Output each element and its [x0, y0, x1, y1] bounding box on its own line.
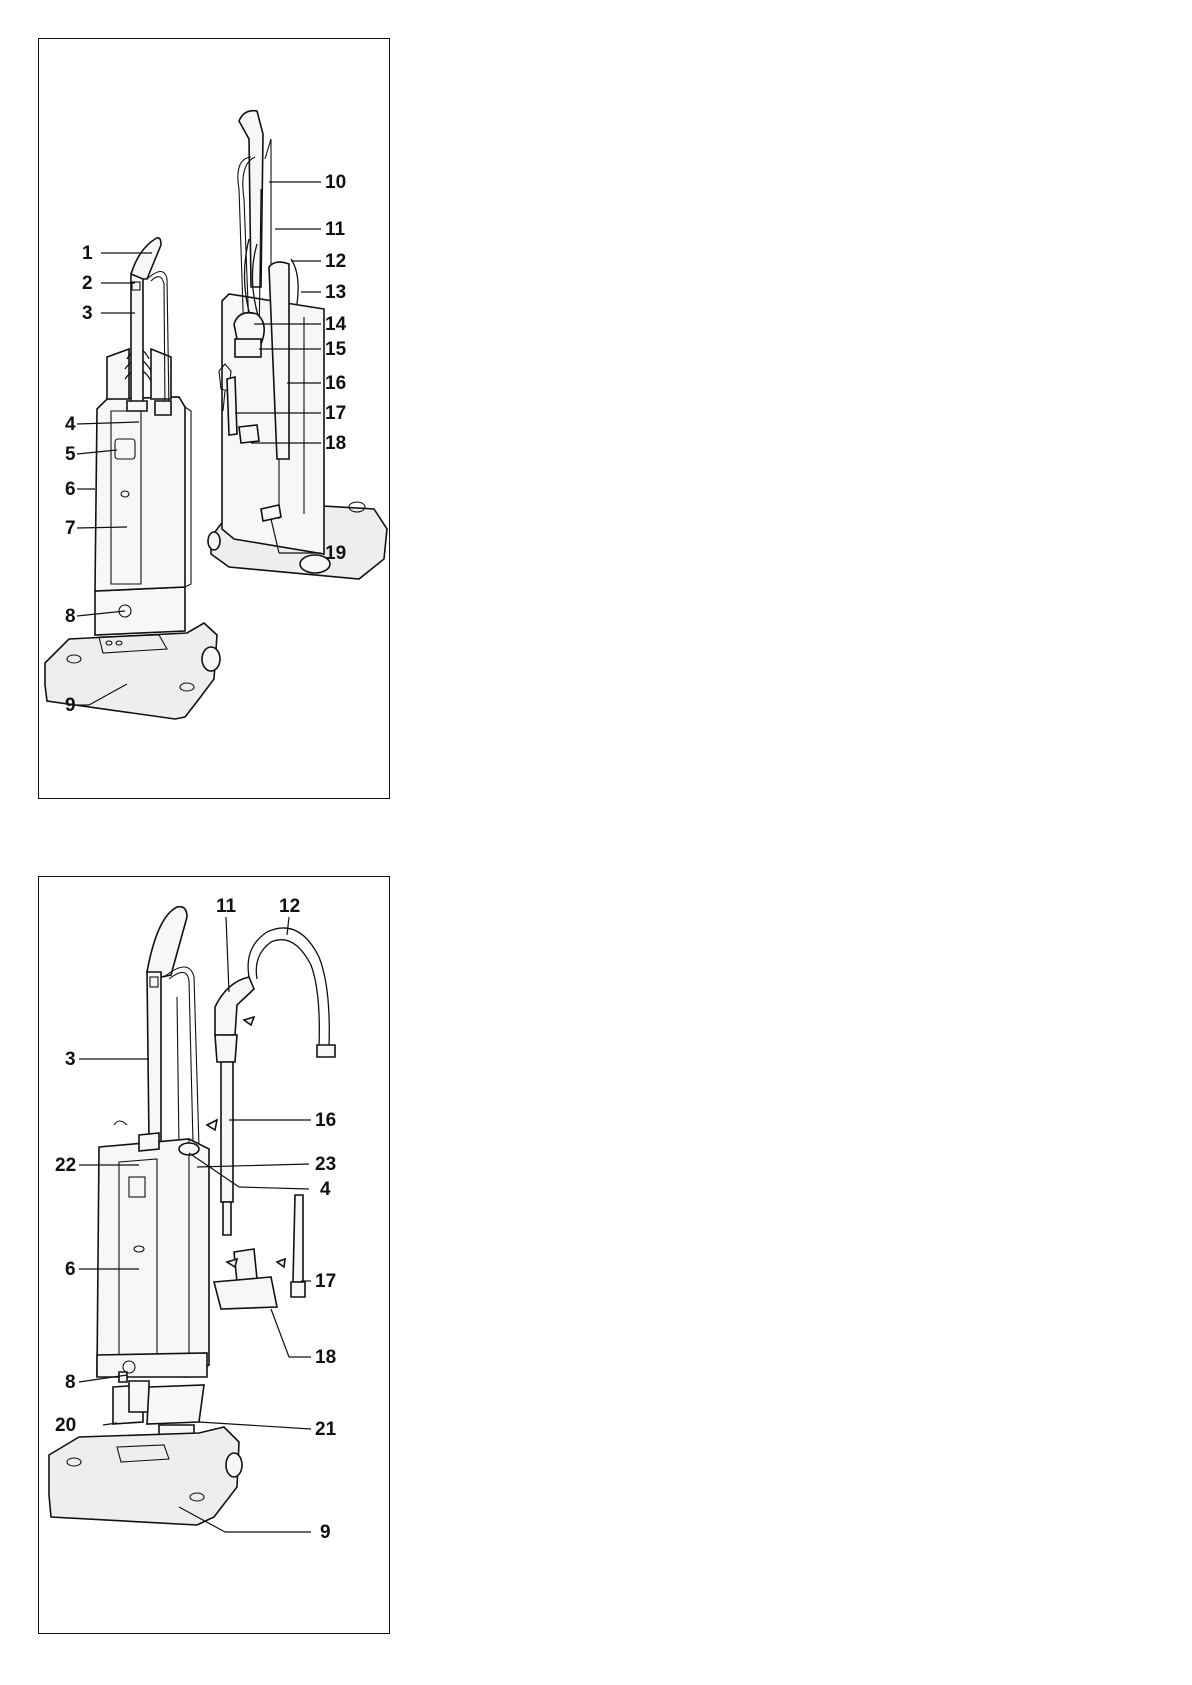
label-8: 8	[65, 1372, 76, 1393]
label-20: 20	[55, 1415, 77, 1436]
label-11: 11	[216, 896, 237, 917]
vacuum-exploded-illustration	[39, 877, 391, 1635]
label-5: 5	[65, 444, 76, 465]
label-17: 17	[315, 1271, 337, 1292]
label-15: 15	[325, 339, 347, 360]
label-12: 12	[279, 896, 301, 917]
label-3: 3	[65, 1049, 76, 1070]
label-7: 7	[65, 518, 76, 539]
label-17: 17	[325, 403, 347, 424]
label-4: 4	[320, 1179, 331, 1200]
label-9: 9	[320, 1522, 331, 1543]
label-21: 21	[315, 1419, 337, 1440]
label-1: 1	[82, 243, 93, 264]
label-19: 19	[325, 543, 347, 564]
label-14: 14	[325, 314, 347, 335]
label-10: 10	[325, 172, 347, 193]
label-3: 3	[82, 303, 93, 324]
label-2: 2	[82, 273, 93, 294]
label-16: 16	[325, 373, 347, 394]
vacuum-rear-view	[208, 111, 387, 579]
label-6: 6	[65, 479, 76, 500]
label-22: 22	[55, 1155, 77, 1176]
label-12: 12	[325, 251, 347, 272]
figure-panel-assembled	[38, 38, 390, 799]
label-16: 16	[315, 1110, 337, 1131]
label-6: 6	[65, 1259, 76, 1280]
label-11: 11	[325, 219, 346, 240]
label-13: 13	[325, 282, 347, 303]
label-18: 18	[315, 1347, 337, 1368]
label-9: 9	[65, 695, 76, 716]
label-4: 4	[65, 414, 76, 435]
label-8: 8	[65, 606, 76, 627]
vacuum-assembled-illustration	[39, 39, 391, 800]
label-18: 18	[325, 433, 347, 454]
figure-panel-exploded	[38, 876, 390, 1634]
label-23: 23	[315, 1154, 337, 1175]
vacuum-exploded-parts	[49, 907, 335, 1525]
